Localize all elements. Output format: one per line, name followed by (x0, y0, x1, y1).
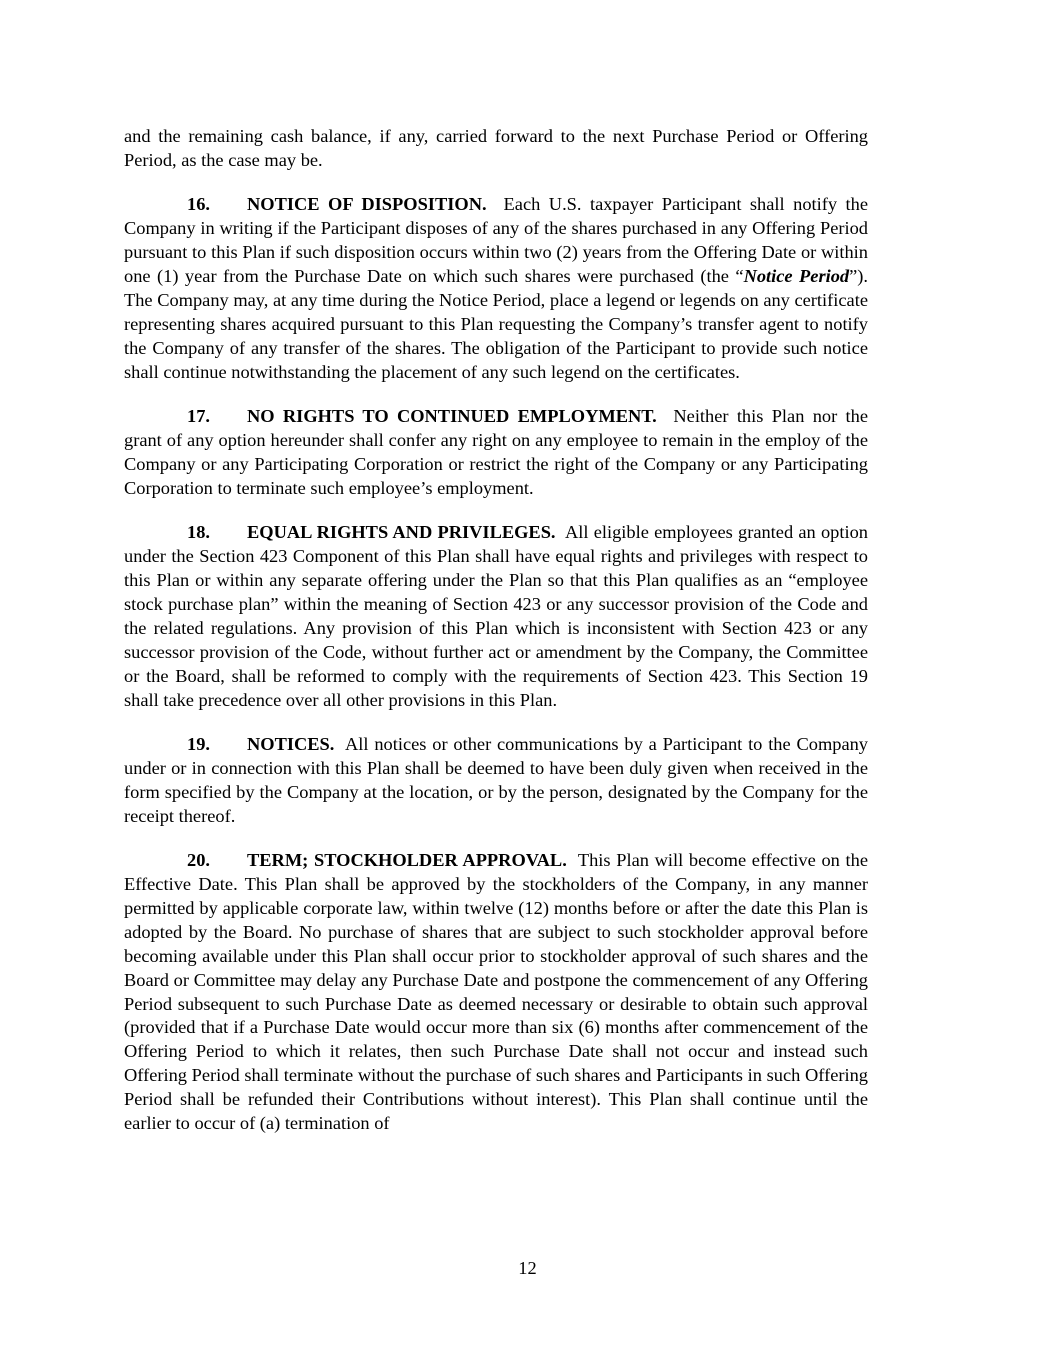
section-19-notices (124, 733, 868, 829)
section-16-notice-of-disposition (124, 193, 868, 384)
section-heading: NO RIGHTS TO CONTINUED EMPLOYMENT. (247, 406, 657, 427)
document-body (124, 125, 868, 1156)
section-number: 16. (187, 194, 210, 215)
section-number: 18. (187, 522, 210, 543)
defined-term: Notice Period (743, 266, 850, 287)
section-text-continued: ”). The Company may, at any time during the Notice Period, place a legend or legends on any certificate representing shares acquired pursuant to this Plan requesting the Company’s transfer agent to notify the Company of any transfer of the shares. The obligation of the Participant to provide such notice shall continue notwithstanding the placement of any such legend on the certificates. (124, 266, 868, 382)
section-heading: NOTICE OF DISPOSITION. (247, 194, 487, 215)
section-text: Each U.S. taxpayer Participant shall notify the Company in writing if the Participant disposes of any of the shares purchased in any Offering Period pursuant to this Plan if such disposition occurs within two (2) years from the Offering Date or within one (1) year from the Purchase Date on which such shares were purchased (the “ (124, 194, 868, 287)
section-number: 19. (187, 733, 210, 754)
section-heading: EQUAL RIGHTS AND PRIVILEGES. (247, 522, 556, 543)
section-heading: TERM; STOCKHOLDER APPROVAL. (247, 850, 567, 871)
page-number: 12 (518, 1258, 537, 1278)
section-20-term-stockholder-approval (124, 849, 868, 1136)
section-number: 20. (187, 850, 210, 871)
section-number: 17. (187, 406, 210, 427)
carryover-paragraph: and the remaining cash balance, if any, carried forward to the next Purchase Period or Offering Period, as the case may be. (124, 126, 868, 170)
section-text: This Plan will become effective on the Effective Date. This Plan shall be approved by the stockholders of the Company, in any manner permitted by applicable corporate law, within twelve (12) months before or after the date this Plan is adopted by the Board. No purchase of shares that are subject to such stockholder approval before becoming available under this Plan shall occur prior to stockholder approval of such shares and the Board or Committee may delay any Purchase Date and postpone the commencement of any Offering Period subsequent to such Purchase Date as deemed necessary or desirable to obtain such approval (provided that if a Purchase Date would occur more than six (6) months after commencement of the Offering Period to which it relates, then such Purchase Date shall not occur and instead such Offering Period shall terminate without the purchase of such shares and Participants in such Offering Period shall be refunded their Contributions without interest). This Plan shall continue until the earlier to occur of (a) termination of (124, 850, 869, 1134)
section-18-equal-rights-and-privileges (124, 521, 868, 712)
section-heading: NOTICES. (247, 733, 335, 754)
section-text: All notices or other communications by a Participant to the Company under or in connection with this Plan shall be deemed to have been duly given when received in the form specified by the Company at the location, or by the person, designated by the Company for the receipt thereof. (124, 733, 869, 826)
section-text: All eligible employees granted an option under the Section 423 Component of this Plan shall have equal rights and privileges with respect to this Plan or within any separate offering under the Plan so that this Plan qualifies as an “employee stock purchase plan” within the meaning of Section 423 or any successor provision of the Code and the related regulations. Any provision of this Plan which is inconsistent with Section 423 or any successor provision of the Code, without further act or amendment by the Company, the Committee or the Board, shall be reformed to comply with the requirements of Section 423. This Section 19 shall take precedence over all other provisions in this Plan. (124, 522, 868, 710)
section-17-no-rights-to-continued-employment (124, 405, 868, 501)
section-text: Neither this Plan nor the grant of any option hereunder shall confer any right on any employee to remain in the employ of the Company or any Participating Corporation or restrict the right of the Company or any Participating Corporation to terminate such employee’s employment. (124, 406, 868, 498)
